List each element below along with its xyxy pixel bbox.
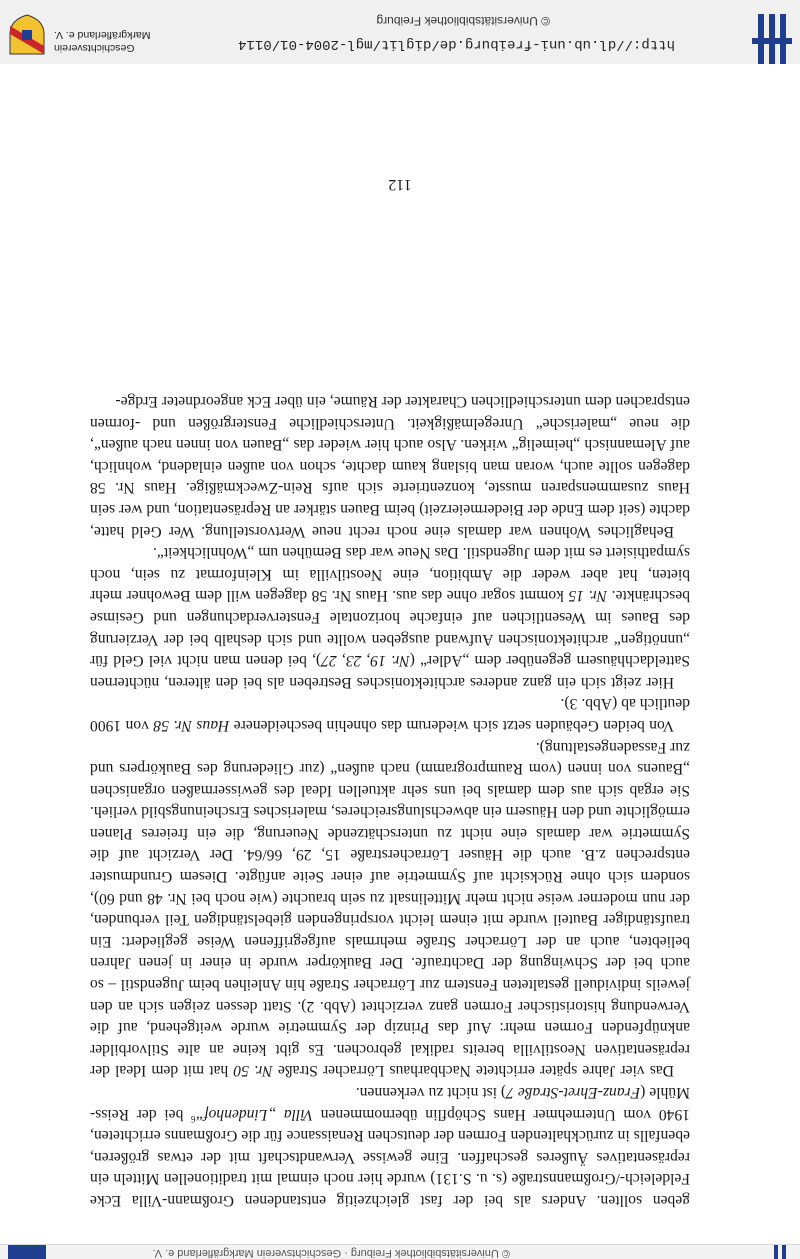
italic-run: Nr. 19, 23, 27 <box>321 652 410 670</box>
document-url-link[interactable]: http://dl.ub.uni-freiburg.de/diglit/mgl-2004-01/0114 <box>238 36 675 52</box>
top-strip <box>0 1244 800 1259</box>
italic-run: Franz-Ehret-Straße 7 <box>506 1084 641 1102</box>
header-source-text: © Universitätsbibliothek Freiburg · Geschichtsverein Markgräflerland e. V. <box>152 1247 510 1259</box>
footer <box>0 0 800 64</box>
text-run: bei der Reiss-Mühle ( <box>90 1084 690 1123</box>
paragraph <box>90 736 690 1082</box>
text-run: hat mit dem Ideal der repräsentativen Neostilvilla bereits radikal gebrochen. Es gibt keine an alte Stilvorbilder anknüpfenden Formen mehr: Auf das Prinzip der Symmetrie wurde weitgehend, auf die Verwendung historistischer Formen ganz verzichtet (Abb. 2). Statt dessen zeigen sich an den jeweils individuell gestalteten Fenstern zur Lörracher Straße hin Anleihen beim Jugendstil – so auch bei der Schwingung der Dachtraufe. Der Baukörper wurde in einer in jenen Jahren beliebten, auch an der Lörracher Straße mehrmals aufgegriffenen Weise gegliedert: Ein traufständiger Bauteil wurde mit einem leicht vorspringenden giebelständigen Teil verbunden, der nun moderner weise nicht mehr Mittelinsalt zu sein brauchte (wie noch bei Nr. 48 und 60), sondern sich ohne Rücksicht auf Symmetrie auf einer Seite anfügte. Diesem Grundmuster entsprechen z.B. auch die Häuser Lörracherstraße 15, 29, 66/64. Der Verzicht auf die Symmetrie war damals eine nicht zu unterschätzende Neuerung, die ein freieres Planen ermöglichte und den Häusern ein abwechslungsreicheres, malerisches Erscheinungsbild verlieh. Sie ergab sich aus dem damals bei uns sehr aktuellen Ideal des gewissermaßen organischen „Bauens von innen (vom Raumprogramm) nach außen“ (zur Gliederung des Baukörpers und zur Fassadengestaltung). <box>89 738 690 1080</box>
society-block <box>8 12 158 56</box>
ub-logo-mini-icon <box>768 1245 790 1259</box>
italic-run: Nr. 15 <box>568 587 608 605</box>
society-crest-icon <box>8 14 46 56</box>
paragraph <box>90 542 690 693</box>
body-text <box>90 390 690 1211</box>
text-run: Von beiden Gebäuden setzt sich wiederum das ohnehin bescheidenere <box>229 716 674 734</box>
text-run: von 1900 deutlich ab (Abb. 3). <box>89 695 690 734</box>
paragraph <box>90 1081 690 1211</box>
copyright-text: © Universitätsbibliothek Freiburg <box>376 14 550 28</box>
text-run: Das vier Jahre später errichtete Nachbarhaus Lörracher Straße <box>272 1062 674 1080</box>
text-run: ) ist nicht zu verkennen. <box>355 1084 507 1102</box>
italic-run: Haus Nr. 58 <box>153 716 230 734</box>
italic-run: Nr. 50 <box>233 1062 273 1080</box>
society-line-1: Geschichtsverein <box>54 42 135 54</box>
society-line-2: Markgräflerland e. V. <box>54 29 151 41</box>
paragraph <box>90 693 690 736</box>
footnote-marker: 6 <box>191 1113 196 1124</box>
page-number: 112 <box>388 176 412 193</box>
text-run: Hier zeigt sich ein ganz anderes architektonisches Bestreben als bei den älteren, nüchternen Satteldachhäusern gegenüber dem „Adler“ ( <box>90 652 690 691</box>
text-run: geben sollten. Anders als bei der fast gleichzeitig entstandenen Großmann-Villa Ecke Feldeleich-/Großmannstraße (s. u. S.131) wurde hier noch einmal mit traditionellen Mitteln ein repräsentatives Äußeres geschaffen. Eine gewisse Verwandtschaft mit der etwas größeren, ebenfalls in zurückhaltenden Formen der deutschen Renaissance für die Großmanns errichteten, 1940 vom Unternehmer Hans Schöpflin übernommenen <box>90 1105 690 1209</box>
society-name <box>54 28 158 54</box>
text-run: Behagliches Wohnen war damals eine noch recht neue Wertvorstellung. Wer Geld hatte, dachte (seit dem Ende der Biedermeierzeit) beim Bauen stärker an Repräsentation, und wer sein Haus zusammensparen musste, konzentrierte sich aufs Rein-Zweckmäßige. Haus Nr. 58 dagegen sollte auch, woran man bislang kaum dachte, schon von außen einladend, wohnlich, auf Alemannisch „heimelig“ wirken. Also auch hier wieder das „Bauen von innen nach außen“, die neue „malerische“ Unregelmäßigkeit. Unterschiedliche Fenstergrößen und -formen entsprachen dem unterschiedlichen Charakter der Räume, ein über Eck angeordneter Erdge- <box>90 393 690 540</box>
paragraph <box>90 390 690 541</box>
text-run: kommt sogar ohne das aus. Haus Nr. 58 dagegen will dem Bewohner mehr bieten, hat aber weder die Ambition, eine Neostilvilla im Kleinformat zu sein, noch sympathisiert es mit dem Jugendstil. Das Neue war das Bemühen um „Wohnlichkeit“. <box>89 544 690 605</box>
italic-run: Villa „Lindenhof“ <box>195 1105 313 1123</box>
university-library-logo-icon <box>752 14 792 64</box>
text-run: ), bei denen man nicht viel Geld für „unnötigen“ architektonischen Aufwand ausgeben wollte und sich deshalb bei der Verzierung des Baues im Wesentlichen auf einfache horizontale Fensterverdachungen und Gesimse beschränkte. <box>90 587 690 670</box>
society-crest-mini-icon <box>8 1245 46 1259</box>
